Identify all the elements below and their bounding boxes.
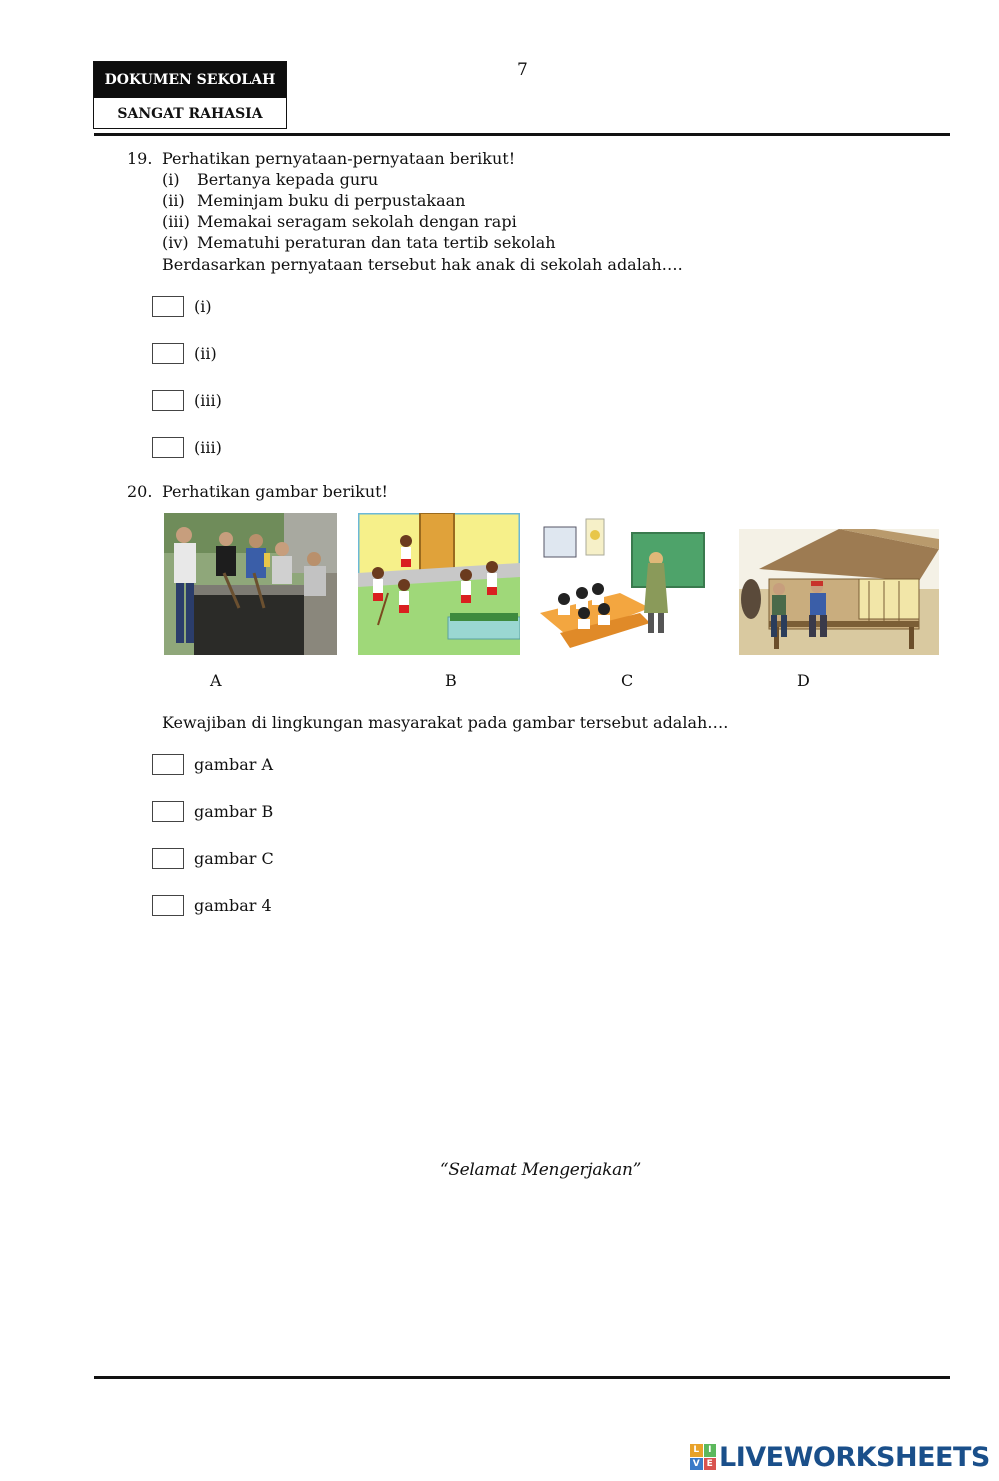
q19-statement-roman: (ii): [162, 191, 185, 210]
document-label-box: [93, 61, 287, 129]
logo-letter: E: [704, 1458, 717, 1471]
q20-option-label: gambar C: [194, 849, 274, 868]
q19-statement-text: Bertanya kepada guru: [197, 170, 379, 189]
q19-question: Berdasarkan pernyataan tersebut hak anak di sekolah adalah….: [162, 255, 683, 274]
liveworksheets-logo-icon: [690, 1444, 716, 1470]
q20-option-label: gambar A: [194, 755, 274, 774]
picture-label-c: C: [621, 671, 634, 690]
q19-option-checkbox[interactable]: [152, 296, 184, 317]
picture-c-classroom: [540, 513, 706, 655]
liveworksheets-logo[interactable]: [690, 1440, 990, 1474]
q19-option-label: (ii): [194, 344, 217, 363]
picture-a-community-cleanup: [164, 513, 337, 655]
page-number: 7: [517, 60, 528, 80]
logo-letter: I: [704, 1444, 717, 1457]
q20-question: Kewajiban di lingkungan masyarakat pada gambar tersebut adalah….: [162, 713, 729, 732]
picture-d-village-guard-post: [739, 529, 939, 655]
header-rule: [94, 133, 950, 136]
q19-statement-text: Memakai seragam sekolah dengan rapi: [197, 212, 517, 231]
q19-statement-roman: (iv): [162, 233, 189, 252]
q19-statement-text: Meminjam buku di perpustakaan: [197, 191, 466, 210]
q19-statement-roman: (i): [162, 170, 180, 189]
q20-option-label: gambar B: [194, 802, 274, 821]
q19-prompt: Perhatikan pernyataan-pernyataan berikut!: [162, 149, 516, 168]
liveworksheets-wordmark: LIVEWORKSHEETS: [719, 1441, 990, 1473]
q20-option-checkbox[interactable]: [152, 754, 184, 775]
q19-statement-roman: (iii): [162, 212, 190, 231]
q19-option-checkbox[interactable]: [152, 343, 184, 364]
q20-prompt: Perhatikan gambar berikut!: [162, 482, 388, 501]
picture-label-d: D: [797, 671, 810, 690]
q20-option-checkbox[interactable]: [152, 801, 184, 822]
picture-label-a: A: [210, 671, 222, 690]
q19-number: 19.: [127, 149, 153, 168]
q19-option-checkbox[interactable]: [152, 390, 184, 411]
q19-option-label: (i): [194, 297, 212, 316]
q20-option-checkbox[interactable]: [152, 848, 184, 869]
q20-option-checkbox[interactable]: [152, 895, 184, 916]
q19-statement-text: Mematuhi peraturan dan tata tertib sekolah: [197, 233, 556, 252]
q20-option-label: gambar 4: [194, 896, 272, 915]
q19-option-label: (iii): [194, 438, 222, 457]
closing-message: “Selamat Mengerjakan”: [439, 1160, 642, 1180]
picture-label-b: B: [445, 671, 457, 690]
secrecy-label: SANGAT RAHASIA: [117, 105, 263, 122]
q19-option-checkbox[interactable]: [152, 437, 184, 458]
picture-b-students-cleaning-school: [358, 513, 520, 655]
q20-number: 20.: [127, 482, 153, 501]
q19-option-label: (iii): [194, 391, 222, 410]
document-label: DOKUMEN SEKOLAH: [94, 62, 286, 98]
footer-rule: [94, 1376, 950, 1379]
logo-letter: V: [690, 1458, 703, 1471]
logo-letter: L: [690, 1444, 703, 1457]
